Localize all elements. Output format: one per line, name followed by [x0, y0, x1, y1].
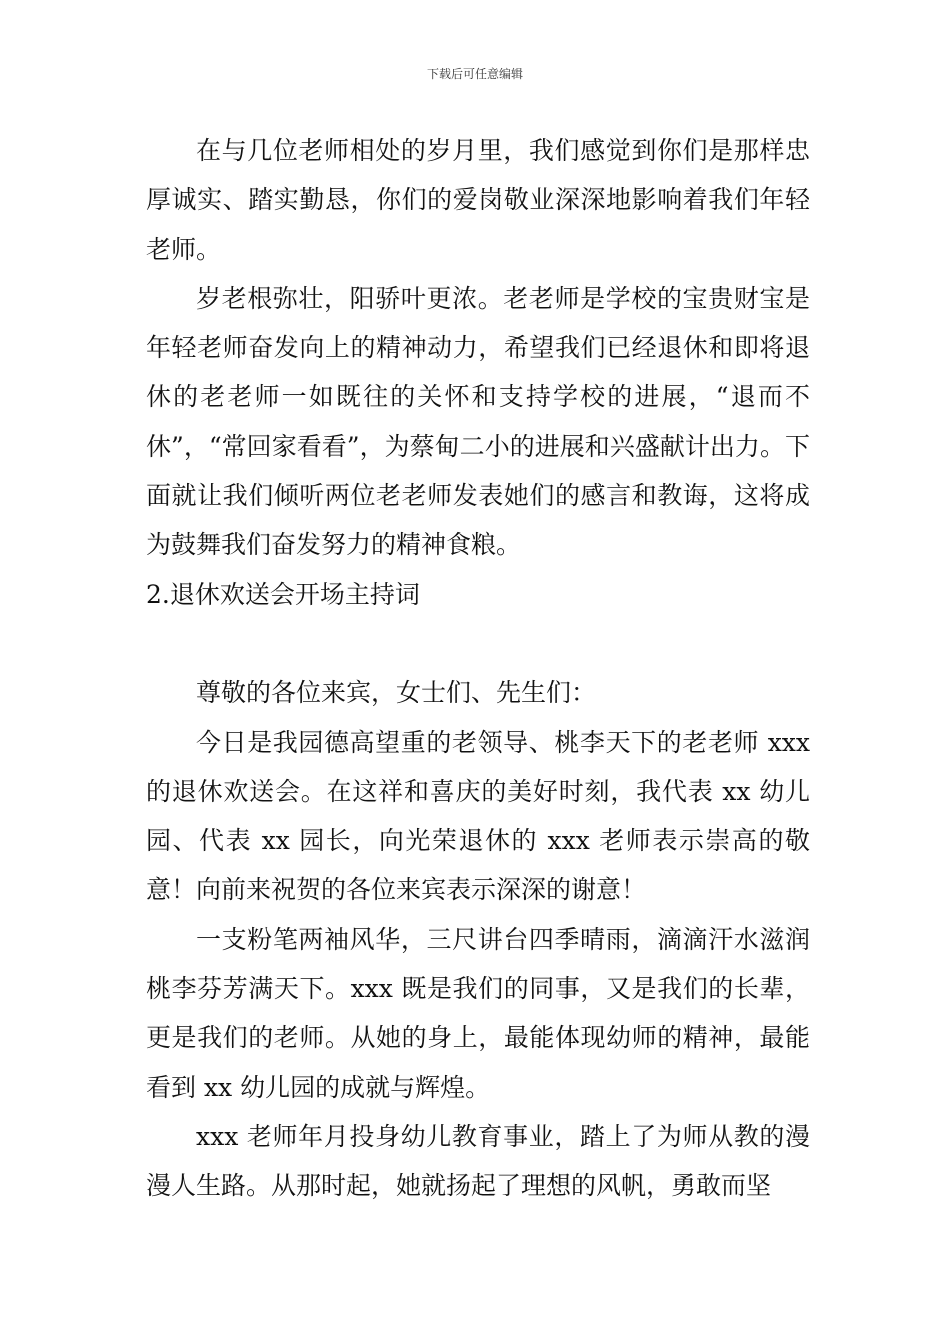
document-body: [146, 126, 810, 1211]
paragraph-farewell-intro: 今日是我园德高望重的老领导、桃李天下的老老师 xxx 的退休欢送会。在这祥和喜庆的美好时刻，我代表 xx 幼儿园、代表 xx 园长，向光荣退休的 xxx 老师表示崇高的敬意！向前来祝贺的各位来宾表示深深的谢意！: [146, 727, 810, 905]
section-heading-retirement-opening: 2.退休欢送会开场主持词: [146, 579, 420, 609]
paragraph-teachers-years: 在与几位老师相处的岁月里，我们感觉到你们是那样忠厚诚实、踏实勤恳，你们的爱岗敬业深深地影响着我们年轻老师。: [146, 136, 810, 264]
paragraph-career: xxx 老师年月投身幼儿教育事业，踏上了为师从教的漫漫人生路。从那时起，她就扬起了理想的风帆，勇敢而坚: [146, 1121, 810, 1201]
page-header-note: 下载后可任意编辑: [426, 67, 523, 81]
paragraph-greeting: 尊敬的各位来宾，女士们、先生们：: [196, 678, 597, 708]
paragraph-old-teachers: 岁老根弥壮，阳骄叶更浓。老老师是学校的宝贵财宝是年轻老师奋发向上的精神动力，希望我们已经退休和即将退休的老老师一如既往的关怀和支持学校的进展，“退而不休”，“常回家看看”，为蔡甸二小的进展和兴盛献计出力。下面就让我们倾听两位老老师发表她们的感言和教诲，这将成为鼓舞我们奋发努力的精神食粮。: [146, 283, 810, 560]
blank-line: [146, 619, 810, 668]
paragraph-praise: 一支粉笔两袖风华，三尺讲台四季晴雨，滴滴汗水滋润桃李芬芳满天下。xxx 既是我们的同事，又是我们的长辈，更是我们的老师。从她的身上，最能体现幼师的精神，最能看到 xx 幼儿园的成就与辉煌。: [146, 924, 810, 1102]
